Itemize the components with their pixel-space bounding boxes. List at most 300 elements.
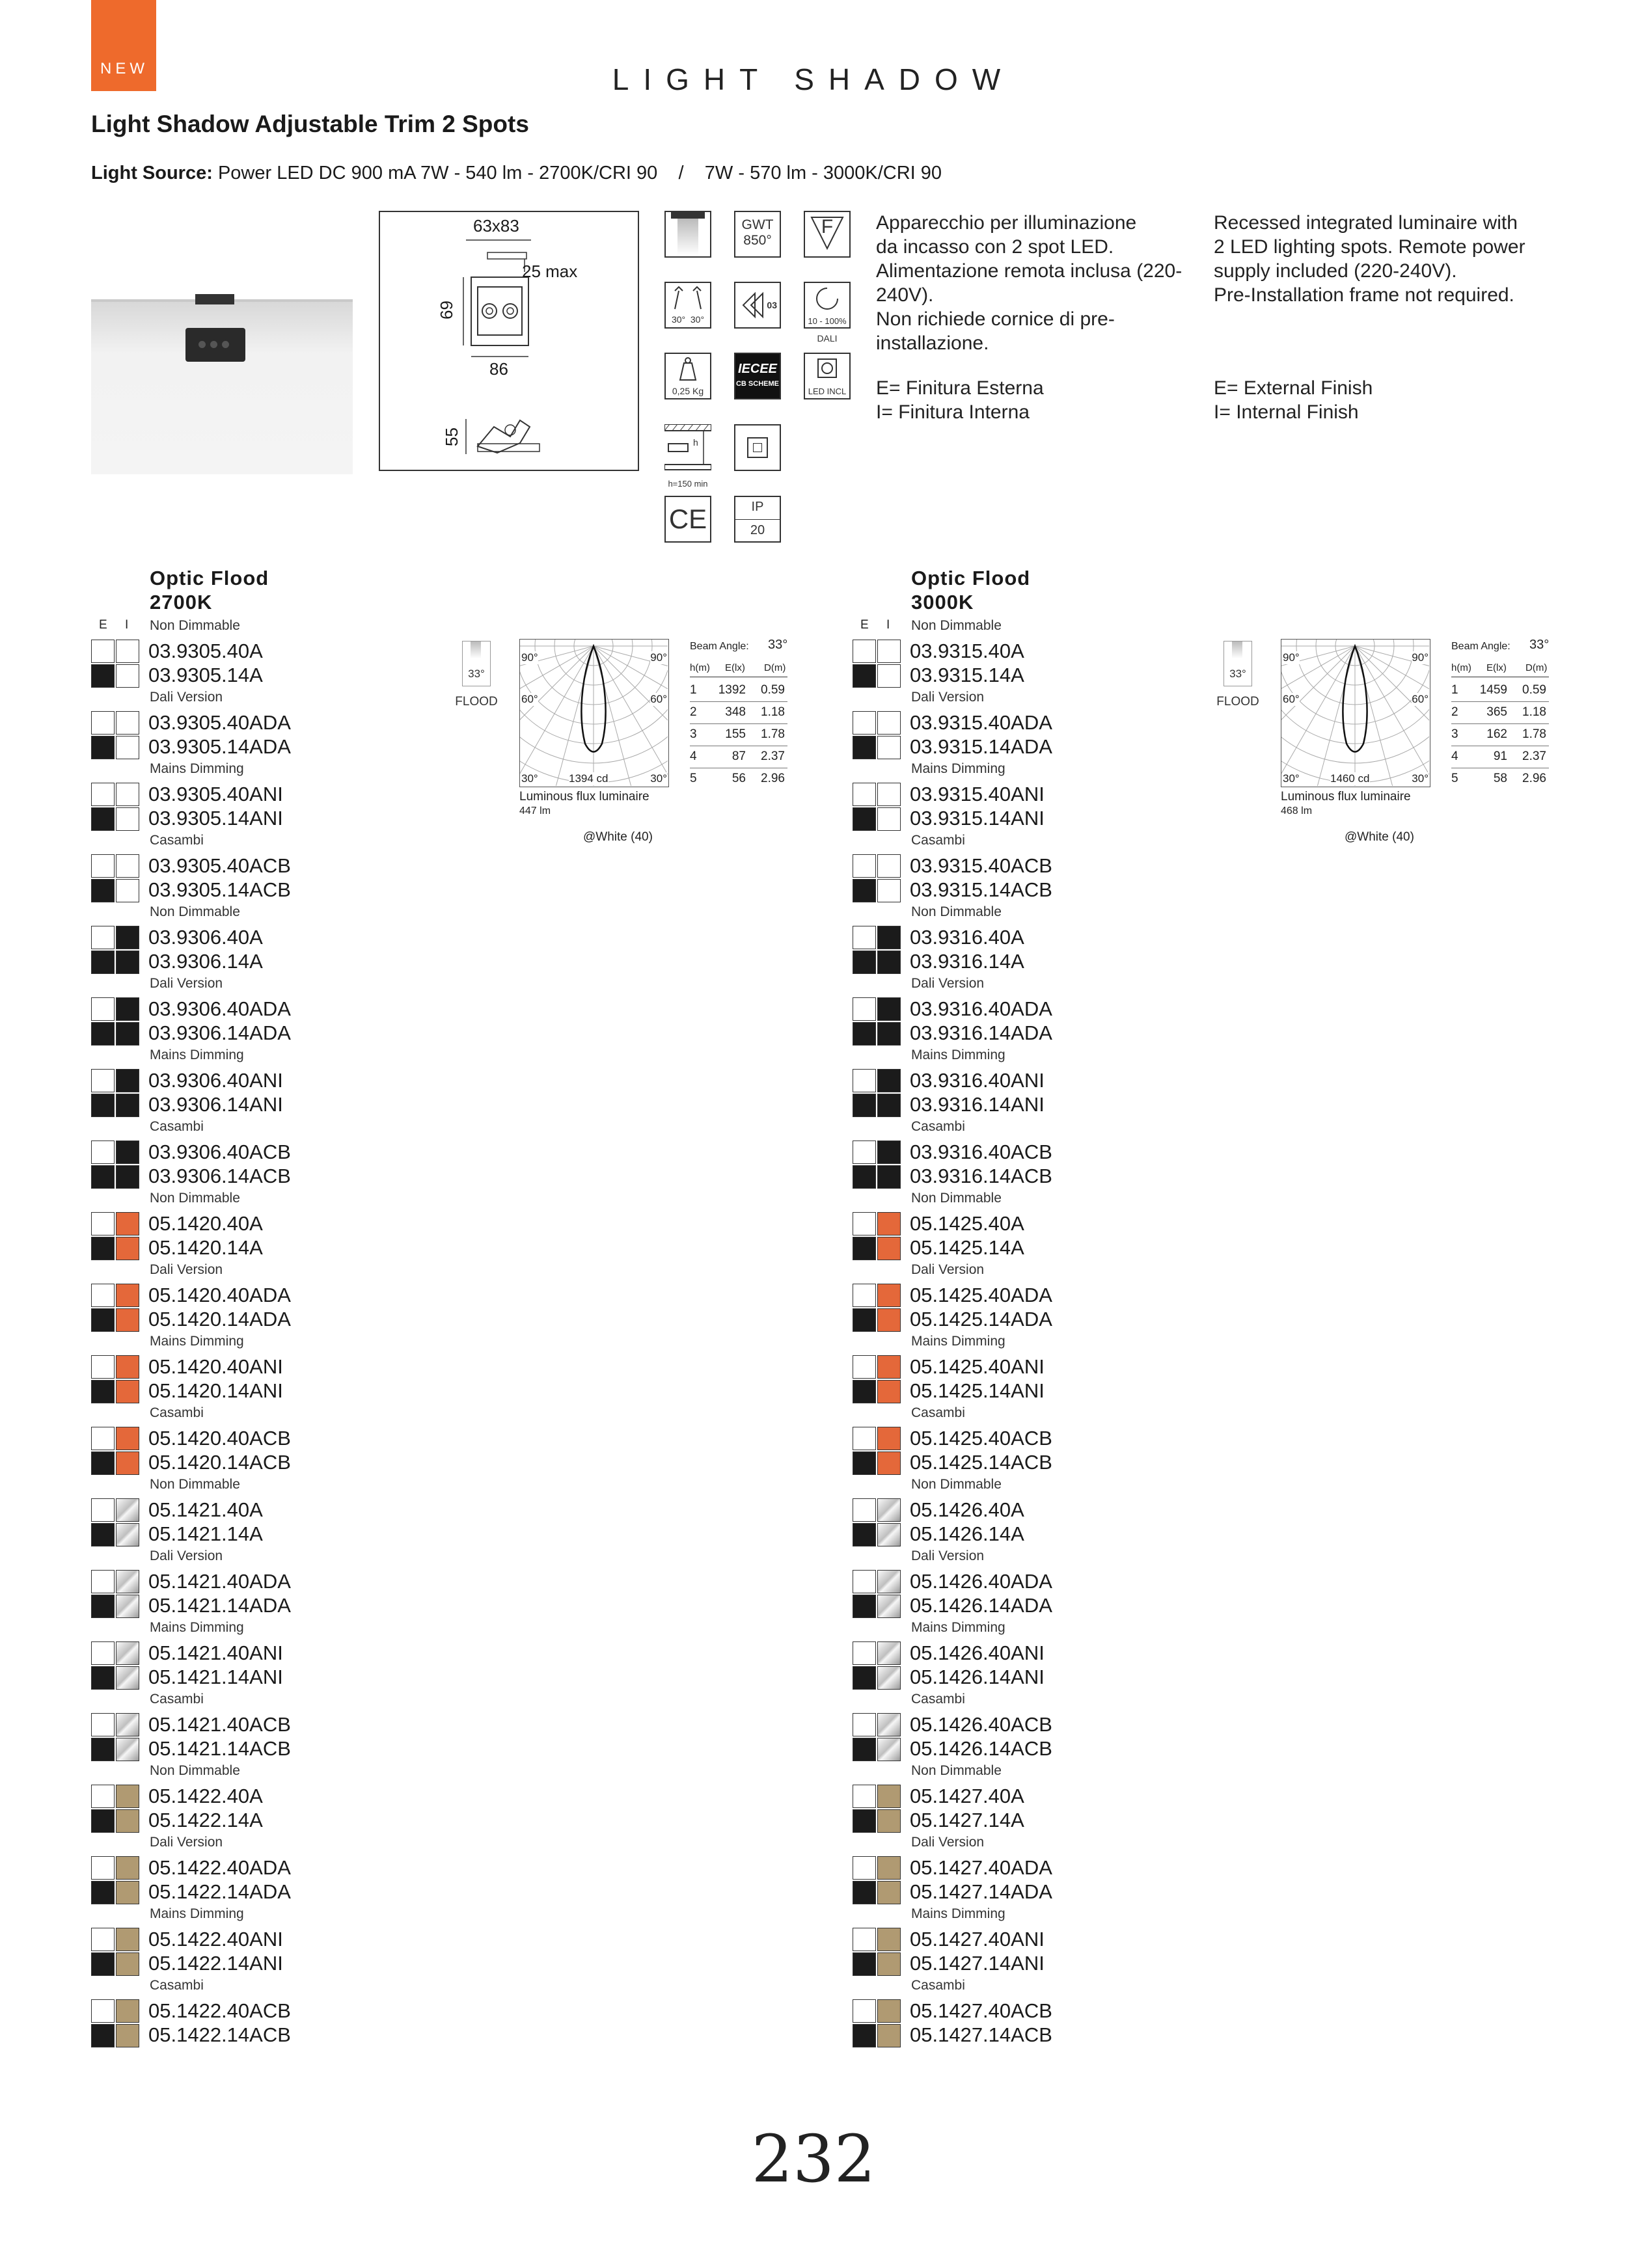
dimmer-icon (804, 282, 851, 329)
product-code: 05.1425.40A (910, 1212, 1024, 1235)
section-label: Non Dimmable (150, 1477, 240, 1492)
section-label: Non Dimmable (150, 618, 240, 633)
product-code: 05.1422.14ADA (148, 1880, 291, 1903)
product-code: 05.1427.14ADA (910, 1880, 1052, 1903)
finish-en-line: E= External Finish (1214, 377, 1373, 399)
angle-30-right: 30° (1412, 772, 1429, 785)
section-label: Non Dimmable (911, 904, 1002, 919)
finish-swatch (853, 1141, 901, 1189)
angle-30-left: 30° (521, 772, 538, 785)
photometry-cell: 3 (1451, 727, 1458, 741)
photometry-cell: 87 (731, 749, 746, 763)
section-label: Mains Dimming (150, 761, 244, 776)
dim-depth: 25 max (522, 262, 578, 281)
product-code: 05.1421.40ADA (148, 1570, 291, 1593)
photometry-cell: 5 (690, 772, 697, 785)
product-code: 03.9305.40ANI (148, 783, 283, 805)
angle-30-right: 30° (650, 772, 667, 785)
photometry-cell: 2 (1451, 705, 1458, 719)
product-code: 05.1422.14ANI (148, 1952, 283, 1975)
light-source-label: Light Source: (91, 163, 213, 183)
section-label: Dali Version (911, 1262, 985, 1277)
finish-swatch (91, 1570, 139, 1618)
polar-svg (1281, 640, 1429, 786)
finish-swatch (853, 1212, 901, 1260)
finish-swatch (91, 1641, 139, 1690)
class-icon (734, 282, 781, 329)
finish-swatch (91, 1785, 139, 1833)
photometry-cell: 2 (690, 705, 697, 719)
product-code: 03.9306.14A (148, 950, 263, 973)
beam-icon-label: 33° (468, 668, 485, 680)
class-label: 03 (767, 300, 777, 310)
product-code: 05.1422.40A (148, 1785, 263, 1807)
downlight-icon (664, 211, 711, 258)
angle-90-right: 90° (650, 651, 667, 664)
product-code: 05.1426.14ANI (910, 1666, 1045, 1688)
desc-it-line: installazione. (876, 332, 989, 354)
product-code: 05.1427.14ANI (910, 1952, 1045, 1975)
beam-angle-label: Beam Angle: (690, 641, 749, 652)
product-code: 05.1420.40A (148, 1212, 263, 1235)
section-label: Casambi (150, 1119, 204, 1134)
finish-swatch (91, 1284, 139, 1332)
product-code: 03.9306.14ADA (148, 1021, 291, 1044)
section-label: Dali Version (150, 690, 223, 705)
finish-swatch (91, 711, 139, 759)
photometry-head: h(m) (1451, 662, 1471, 673)
product-code: 03.9316.14ADA (910, 1021, 1052, 1044)
section-label: Mains Dimming (911, 1906, 1005, 1921)
dim-range-label: 10 - 100% (808, 316, 847, 326)
beam-angle-label: Beam Angle: (1451, 641, 1511, 652)
photometry-cell: 0.59 (1522, 683, 1546, 697)
finish-swatch (91, 1928, 139, 1976)
photometry-cell: 56 (731, 772, 746, 785)
product-code: 03.9305.40ADA (148, 711, 291, 734)
finish-it-line: I= Finitura Interna (876, 401, 1030, 423)
product-code: 03.9316.40A (910, 926, 1024, 949)
product-code: 05.1427.40A (910, 1785, 1024, 1807)
section-label: Casambi (911, 1978, 965, 1993)
page-number: 232 (751, 2121, 876, 2197)
product-code: 03.9315.40ADA (910, 711, 1052, 734)
weight-icon (664, 353, 711, 399)
photometry-cell: 4 (1451, 749, 1458, 763)
angle-60-left: 60° (1283, 693, 1300, 705)
finish-swatch (91, 926, 139, 974)
photometry-row-rule (1451, 723, 1549, 724)
photometry-cell: 5 (1451, 772, 1458, 785)
dim-side: 55 (441, 427, 461, 446)
finish-swatch (91, 1141, 139, 1189)
finish-swatch (853, 1856, 901, 1904)
flux-label: Luminous flux luminaire (1281, 790, 1411, 803)
flux-value: 447 lm (519, 805, 551, 817)
finish-swatch (91, 1713, 139, 1761)
photometry-head: h(m) (690, 662, 710, 673)
angle-90-right: 90° (1412, 651, 1429, 664)
photometry-cell: 365 (1486, 705, 1507, 719)
finish-swatch (853, 1498, 901, 1546)
desc-en-line: Pre-Installation frame not required. (1214, 284, 1514, 306)
ce-icon: CE (664, 496, 711, 543)
photometry-cell: 4 (690, 749, 697, 763)
photometry-cell: 1459 (1479, 683, 1507, 697)
product-code: 03.9315.40A (910, 640, 1024, 662)
section-label: Mains Dimming (911, 1047, 1005, 1062)
section-label: Casambi (911, 1692, 965, 1707)
description-en (1214, 211, 1525, 307)
finish-swatch (91, 1498, 139, 1546)
finish-swatch (853, 1713, 901, 1761)
product-code: 03.9305.14ACB (148, 878, 291, 901)
light-source-value: Power LED DC 900 mA 7W - 540 lm - 2700K/CRI 90 / 7W - 570 lm - 3000K/CRI 90 (217, 163, 942, 183)
iecee-line1: IECEE (737, 362, 778, 376)
section-label: Casambi (150, 1692, 204, 1707)
weight-label: 0,25 Kg (672, 386, 704, 396)
iecee-icon (734, 353, 781, 399)
product-code: 03.9316.14ANI (910, 1093, 1045, 1116)
finish-swatch (91, 1355, 139, 1403)
photometry-cell: 348 (725, 705, 746, 719)
f-mark-label: F (821, 216, 834, 237)
product-code: 03.9306.40ADA (148, 997, 291, 1020)
dim-top: 63x83 (473, 216, 519, 236)
product-code: 05.1421.14ANI (148, 1666, 283, 1688)
product-code: 05.1426.14A (910, 1522, 1024, 1545)
photometry-cell: 2.96 (1522, 772, 1546, 785)
finish-legend-en (1214, 376, 1373, 424)
gwt-line2: 850° (743, 233, 772, 248)
technical-drawing (379, 211, 639, 471)
product-code: 05.1421.40ANI (148, 1641, 283, 1664)
iecee-line2: CB SCHEME (735, 380, 779, 388)
ip-value: 20 (750, 523, 765, 537)
product-code: 05.1420.40ADA (148, 1284, 291, 1306)
column-temp: 3000K (911, 591, 974, 614)
photometry-cell: 1 (1451, 683, 1458, 697)
product-code: 03.9316.14A (910, 950, 1024, 973)
finish-swatch (853, 1570, 901, 1618)
flux-value: 468 lm (1281, 805, 1313, 817)
desc-en-line: supply included (220-240V). (1214, 260, 1457, 282)
section-label: Casambi (911, 1119, 965, 1134)
beam-angle-value: 33° (1529, 638, 1550, 652)
product-code: 03.9305.14ADA (148, 735, 291, 758)
product-code: 03.9306.40A (148, 926, 263, 949)
h-label: h (693, 437, 698, 448)
photometry-cell: 155 (725, 727, 746, 741)
product-code: 05.1427.40ANI (910, 1928, 1045, 1951)
product-code: 05.1426.40A (910, 1498, 1024, 1521)
beam-icon-label: 33° (1229, 668, 1246, 680)
finish-swatch (91, 1069, 139, 1117)
beam-icon (1224, 641, 1252, 686)
product-code: 05.1422.40ADA (148, 1856, 291, 1879)
product-code: 05.1422.40ACB (148, 1999, 291, 2022)
beam-name: FLOOD (1216, 695, 1259, 709)
section-label: Casambi (150, 1405, 204, 1420)
photometry-cell: 58 (1493, 772, 1507, 785)
section-label: Dali Version (150, 1262, 223, 1277)
finish-legend-it (876, 376, 1044, 424)
hmin-label: h=150 min (668, 479, 708, 489)
product-code: 03.9316.40ACB (910, 1141, 1052, 1163)
light-source (91, 163, 942, 184)
finish-swatch (91, 1212, 139, 1260)
beam-name: FLOOD (455, 695, 498, 709)
column-temp: 2700K (150, 591, 213, 614)
product-code: 05.1425.14ANI (910, 1379, 1045, 1402)
tilt-label: 30° 30° (671, 314, 705, 325)
photometry-row-rule (690, 723, 787, 724)
new-tag-label: NEW (100, 60, 148, 77)
finish-swatch (853, 783, 901, 831)
finish-swatch (853, 1928, 901, 1976)
product-code: 03.9316.40ADA (910, 997, 1052, 1020)
product-code: 05.1425.14ACB (910, 1451, 1052, 1474)
section-label: Dali Version (911, 1548, 985, 1563)
product-photo (91, 299, 353, 474)
photometry-row-rule (690, 701, 787, 702)
ceiling-height-icon (664, 424, 711, 471)
product-title: Light Shadow Adjustable Trim 2 Spots (91, 111, 529, 137)
desc-it-line: da incasso con 2 spot LED. (876, 236, 1114, 258)
section-label: Dali Version (150, 1548, 223, 1563)
finish-it-line: E= Finitura Esterna (876, 377, 1044, 399)
desc-it-line: 240V). (876, 284, 934, 306)
section-label: Non Dimmable (911, 1191, 1002, 1206)
desc-en-line: 2 LED lighting spots. Remote power (1214, 236, 1525, 258)
photometry-head: E(lx) (1486, 662, 1507, 673)
product-code: 05.1421.40ACB (148, 1713, 291, 1736)
beam-icon (462, 641, 491, 686)
product-code: 03.9306.14ACB (148, 1165, 291, 1187)
product-code: 03.9305.14ANI (148, 807, 283, 830)
product-code: 03.9305.40A (148, 640, 263, 662)
ip-rating-icon (734, 496, 781, 543)
product-code: 03.9315.14ACB (910, 878, 1052, 901)
photometry-cell: 1.18 (1522, 705, 1546, 719)
section-label: Dali Version (911, 690, 985, 705)
section-label: Casambi (911, 1405, 965, 1420)
section-label: Mains Dimming (911, 1334, 1005, 1349)
gwt-line1: GWT (741, 217, 774, 232)
peak-intensity: 1460 cd (1330, 772, 1370, 785)
angle-60-left: 60° (521, 693, 538, 705)
section-label: Mains Dimming (150, 1620, 244, 1635)
i-label: I (886, 618, 890, 632)
product-code: 05.1427.14ACB (910, 2023, 1052, 2046)
beam-angle-value: 33° (768, 638, 788, 652)
description-it (876, 211, 1182, 355)
led-incl-label: LED INCL (808, 386, 847, 396)
finish-swatch (853, 926, 901, 974)
finish-swatch (853, 997, 901, 1046)
product-code: 05.1422.14ACB (148, 2023, 291, 2046)
product-code: 05.1420.40ANI (148, 1355, 283, 1378)
product-code: 05.1420.14ANI (148, 1379, 283, 1402)
photometry-head: D(m) (764, 662, 786, 673)
photometry-cell: 1 (690, 683, 697, 697)
drawing-svg (380, 212, 638, 470)
product-code: 05.1425.40ADA (910, 1284, 1052, 1306)
photometry-row-rule (1451, 701, 1549, 702)
angle-90-left: 90° (521, 651, 538, 664)
product-code: 03.9306.40ACB (148, 1141, 291, 1163)
product-code: 05.1420.14ADA (148, 1308, 291, 1330)
angle-60-right: 60° (650, 693, 667, 705)
polar-diagram (519, 639, 669, 787)
photometry-cell: 1.78 (1522, 727, 1546, 741)
product-code: 05.1427.40ADA (910, 1856, 1052, 1879)
photometry-cell: 91 (1493, 749, 1507, 763)
product-code: 05.1420.14A (148, 1236, 263, 1259)
photometry-cell: 1392 (718, 683, 746, 697)
angle-90-left: 90° (1283, 651, 1300, 664)
section-label: Non Dimmable (911, 1763, 1002, 1778)
finish-swatch (91, 854, 139, 902)
finish-swatch (91, 1999, 139, 2047)
dim-width: 86 (489, 359, 508, 379)
section-label: Casambi (911, 833, 965, 848)
product-code: 05.1425.14ADA (910, 1308, 1052, 1330)
desc-it-line: Non richiede cornice di pre- (876, 308, 1115, 330)
photometry-cell: 1.18 (761, 705, 785, 719)
product-code: 03.9315.40ANI (910, 783, 1045, 805)
product-code: 03.9306.40ANI (148, 1069, 283, 1092)
brand-title: LIGHT SHADOW (612, 62, 1015, 96)
section-label: Non Dimmable (911, 618, 1002, 633)
desc-en-line: Recessed integrated luminaire with (1214, 212, 1518, 234)
photometry-head: E(lx) (725, 662, 745, 673)
column-head: Optic Flood (150, 567, 269, 589)
product-code: 05.1426.40ACB (910, 1713, 1052, 1736)
product-code: 05.1421.14ACB (148, 1737, 291, 1760)
product-code: 05.1421.14A (148, 1522, 263, 1545)
photometry-cell: 2.37 (1522, 749, 1546, 763)
product-code: 03.9315.14A (910, 664, 1024, 686)
product-code: 03.9306.14ANI (148, 1093, 283, 1116)
section-label: Mains Dimming (911, 1620, 1005, 1635)
finish-swatch (853, 1427, 901, 1475)
product-code: 03.9315.14ANI (910, 807, 1045, 830)
finish-swatch (853, 1785, 901, 1833)
finish-en-line: I= Internal Finish (1214, 401, 1359, 423)
photometry-cell: 2.37 (761, 749, 785, 763)
finish-swatch (91, 1427, 139, 1475)
section-label: Dali Version (150, 976, 223, 991)
product-code: 05.1427.40ACB (910, 1999, 1052, 2022)
product-code: 05.1425.40ANI (910, 1355, 1045, 1378)
e-label: E (99, 618, 107, 632)
section-label: Mains Dimming (150, 1334, 244, 1349)
product-code: 05.1425.40ACB (910, 1427, 1052, 1450)
dim-height: 69 (436, 301, 456, 319)
tilt-icon (664, 282, 711, 329)
product-code: 03.9316.14ACB (910, 1165, 1052, 1187)
finish-swatch (853, 1999, 901, 2047)
angle-30-left: 30° (1283, 772, 1300, 785)
product-code: 05.1420.40ACB (148, 1427, 291, 1450)
product-code: 05.1422.40ANI (148, 1928, 283, 1951)
section-label: Mains Dimming (911, 761, 1005, 776)
photometry-cell: 2.96 (761, 772, 785, 785)
section-label: Non Dimmable (150, 904, 240, 919)
photometry-cell: 1.78 (761, 727, 785, 741)
section-label: Dali Version (911, 1835, 985, 1850)
section-label: Dali Version (150, 1835, 223, 1850)
polar-svg (520, 640, 668, 786)
section-label: Casambi (150, 833, 204, 848)
product-code: 05.1427.14A (910, 1809, 1024, 1831)
flux-label: Luminous flux luminaire (519, 790, 649, 803)
f-mark-icon (804, 211, 851, 258)
product-code: 05.1426.14ACB (910, 1737, 1052, 1760)
section-label: Casambi (150, 1978, 204, 1993)
finish-swatch (853, 1069, 901, 1117)
peak-intensity: 1394 cd (569, 772, 608, 785)
section-label: Non Dimmable (150, 1191, 240, 1206)
finish-swatch (853, 640, 901, 688)
finish-swatch (91, 1856, 139, 1904)
dali-label: DALI (817, 333, 838, 344)
photometry-cell: 3 (690, 727, 697, 741)
finish-swatch (91, 640, 139, 688)
polar-diagram (1281, 639, 1430, 787)
product-code: 05.1426.40ANI (910, 1641, 1045, 1664)
led-included-icon (804, 353, 851, 399)
finish-swatch (91, 783, 139, 831)
white-reflectance: @White (40) (1345, 830, 1414, 844)
angle-60-right: 60° (1412, 693, 1429, 705)
photometry-head: D(m) (1525, 662, 1548, 673)
section-label: Mains Dimming (150, 1906, 244, 1921)
finish-swatch (853, 1641, 901, 1690)
desc-it-line: Alimentazione remota inclusa (220- (876, 260, 1183, 282)
section-label: Dali Version (911, 976, 985, 991)
product-code: 05.1426.14ADA (910, 1594, 1052, 1617)
section-label: Non Dimmable (911, 1477, 1002, 1492)
finish-swatch (853, 711, 901, 759)
finish-swatch (91, 997, 139, 1046)
product-code: 05.1421.14ADA (148, 1594, 291, 1617)
product-code: 05.1425.14A (910, 1236, 1024, 1259)
recessed-icon (734, 424, 781, 471)
photometry-cell: 162 (1486, 727, 1507, 741)
product-code: 03.9315.40ACB (910, 854, 1052, 877)
product-code: 05.1420.14ACB (148, 1451, 291, 1474)
gwt-icon (734, 211, 781, 258)
finish-swatch (853, 854, 901, 902)
product-code: 05.1426.40ADA (910, 1570, 1052, 1593)
column-head: Optic Flood (911, 567, 1031, 589)
product-code: 03.9305.14A (148, 664, 263, 686)
ip-label: IP (751, 500, 764, 514)
desc-it-line: Apparecchio per illuminazione (876, 212, 1137, 234)
product-code: 03.9315.14ADA (910, 735, 1052, 758)
white-reflectance: @White (40) (583, 830, 653, 844)
product-code: 03.9305.40ACB (148, 854, 291, 877)
section-label: Non Dimmable (150, 1763, 240, 1778)
finish-swatch (853, 1355, 901, 1403)
photometry-cell: 0.59 (761, 683, 785, 697)
section-label: Mains Dimming (150, 1047, 244, 1062)
product-code: 05.1421.40A (148, 1498, 263, 1521)
finish-swatch (853, 1284, 901, 1332)
product-code: 05.1422.14A (148, 1809, 263, 1831)
